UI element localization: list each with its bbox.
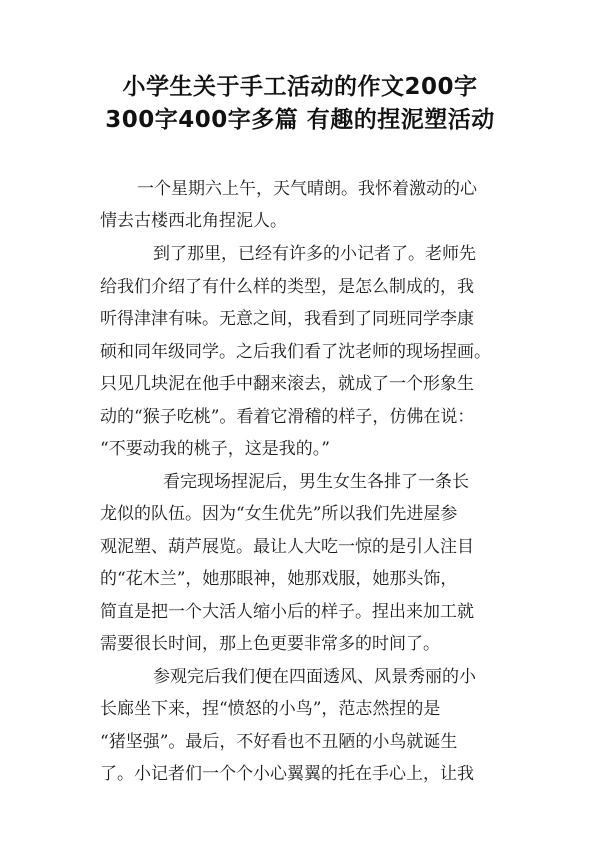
body-line: 了。小记者们一个个小心翼翼的托在手心上，让我 <box>100 764 474 784</box>
body-line: 需要很长时间，那上色更要非常多的时间了。 <box>100 634 440 654</box>
body-line: 到了那里，已经有许多的小记者了。老师先 <box>153 244 476 264</box>
body-line: 硕和同年级同学。之后我们看了沈老师的现场捏画。 <box>100 342 491 362</box>
body-line: “不要动我的桃子，这是我的。” <box>100 439 330 459</box>
title-line-1: 小学生关于手工活动的作文200字 <box>122 74 478 100</box>
body-line: 龙似的队伍。因为“女生优先”所以我们先进屋参 <box>100 504 458 524</box>
title-line-2: 300字400字多篇 有趣的捏泥塑活动 <box>105 107 495 133</box>
body-line: 参观完后我们便在四面透风、风景秀丽的小 <box>153 667 476 687</box>
body-line: 给我们介绍了有什么样的类型，是怎么制成的，我 <box>100 277 474 297</box>
body-line: 看完现场捏泥后，男生女生各排了一条长 <box>163 472 469 492</box>
body-line: 的“花木兰”，她那眼神，她那戏服，她那头饰， <box>100 569 458 589</box>
body-line: 长廊坐下来，捏“愤怒的小鸟”，范志然捏的是 <box>100 699 441 719</box>
body-line: 只见几块泥在他手中翻来滚去，就成了一个形象生 <box>100 374 474 394</box>
body-line: 听得津津有味。无意之间，我看到了同班同学李康 <box>100 309 474 329</box>
body-line: 动的“猴子吃桃”。看着它滑稽的样子，仿佛在说： <box>100 407 475 427</box>
body-line: 简直是把一个大活人缩小后的样子。捏出来加工就 <box>100 602 474 622</box>
body-line: 一个星期六上午，天气晴朗。我怀着激动的心 <box>137 179 477 199</box>
body-line: 观泥塑、葫芦展览。最让人大吃一惊的是引人注目 <box>100 537 474 557</box>
body-line: 情去古楼西北角捏泥人。 <box>100 211 287 231</box>
body-line: “猪坚强”。最后，不好看也不丑陋的小鸟就诞生 <box>100 732 458 752</box>
